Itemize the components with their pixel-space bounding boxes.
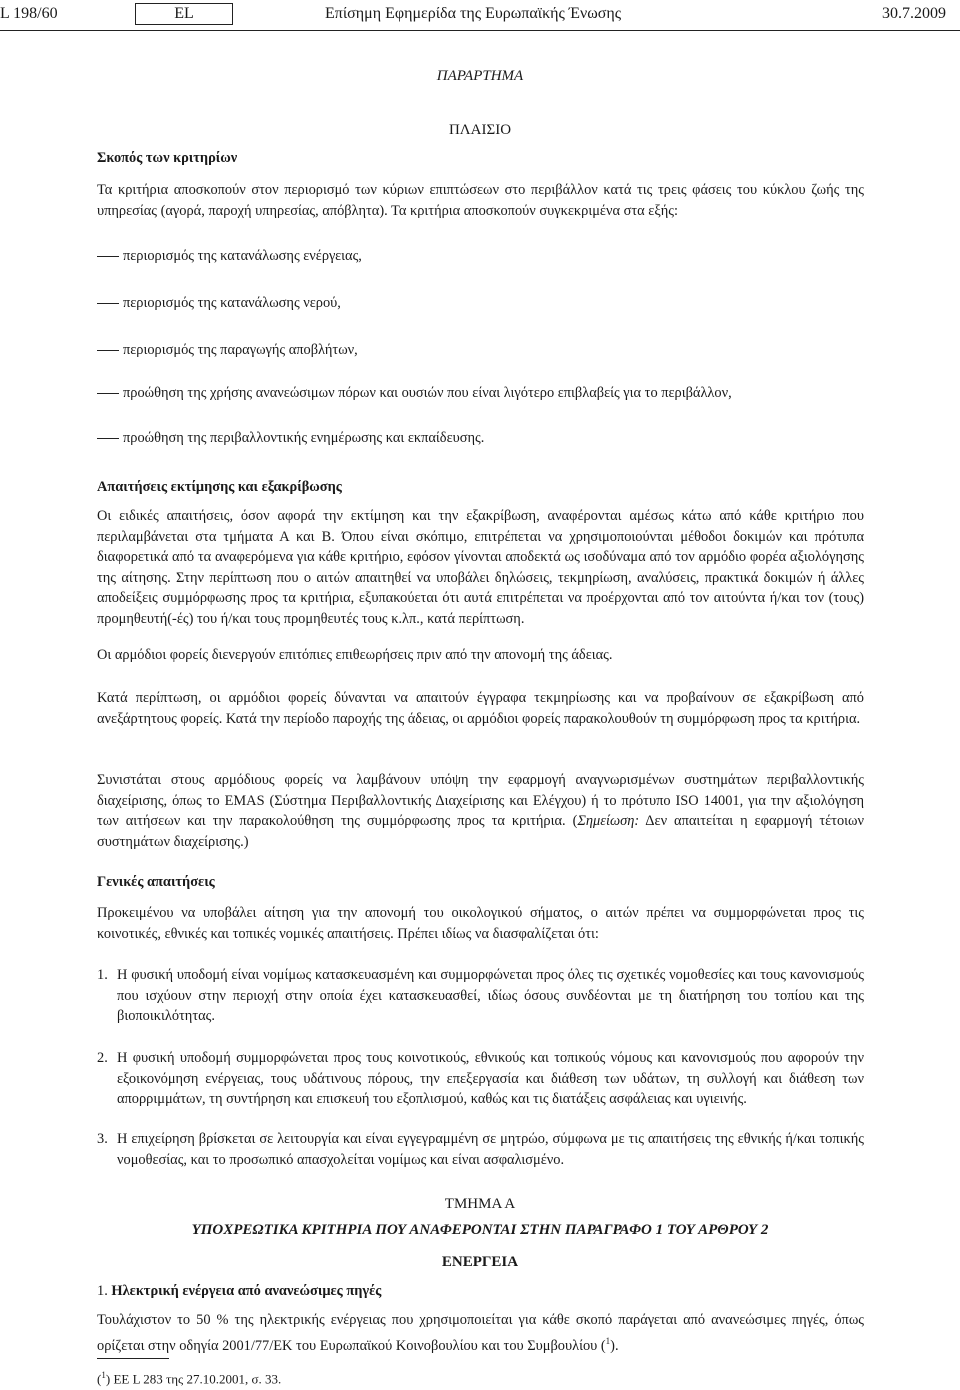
annex-title: ΠΑΡΑΡΤΗΜΑ	[436, 68, 524, 84]
paragraph-text: Τουλάχιστον το 50 % της ηλεκτρικής ενέργειας που χρησιμοποιείται για κάθε σκοπό παράγεται από ανανεώσιμες πηγές, όπως ορίζεται στην οδηγία 2001/77/ΕΚ του Ευρωπαϊκού Κοινοβουλίου και του Συμβουλίου (	[97, 1312, 864, 1354]
footnote-reference: 1	[605, 1335, 611, 1346]
assessment-paragraph-4	[97, 770, 864, 852]
criterion-heading	[97, 1283, 381, 1300]
note-label: Σημείωση:	[577, 813, 640, 829]
general-intro: Προκειμένου να υποβάλει αίτηση για την απονομή του οικολογικού σήματος, ο αιτών πρέπει να συμμορφώνεται προς τις κοινοτικές, εθνικές και τοπικές νομικές απαιτήσεις. Πρέπει ιδίως να διασφαλίζεται ότι:	[97, 905, 864, 942]
footnote-open: (	[97, 1371, 102, 1387]
numbered-item	[97, 965, 864, 1027]
section-label: ΤΜΗΜΑ Α	[444, 1196, 516, 1212]
language-badge: EL	[135, 3, 233, 25]
list-item-text: προώθηση της χρήσης ανανεώσιμων πόρων και ουσιών που είναι λιγότερο επιβλαβείς για το περιβάλλον,	[123, 385, 732, 401]
dash-mark	[97, 303, 119, 304]
journal-title: Επίσημη Εφημερίδα της Ευρωπαϊκής Ένωσης	[325, 5, 622, 22]
item-text: Η επιχείρηση βρίσκεται σε λειτουργία και είναι εγγεγραμμένη σε μητρώο, σύμφωνα με τις απαιτήσεις της εθνικής ή/και τοπικής νομοθεσίας, και το προσωπικό απασχολείται νομίμως και είναι ασφαλισμένο.	[117, 1131, 864, 1168]
section-subtitle: ΕΝΕΡΓΕΙΑ	[441, 1254, 519, 1270]
paragraph-text: ).	[610, 1337, 619, 1354]
list-item-text: προώθηση της περιβαλλοντικής ενημέρωσης και εκπαίδευσης.	[123, 430, 485, 446]
dash-mark	[97, 256, 119, 257]
purpose-text: Τα κριτήρια αποσκοπούν στον περιορισμό των κύριων επιπτώσεων στο περιβάλλον κατά τις τρεις φάσεις του κύκλου ζωής της υπηρεσίας (αγορά, παροχή υπηρεσίας, απόβλητα). Τα κριτήρια αποσκοπούν συγκεκριμένα στα εξής:	[97, 182, 864, 219]
list-item	[97, 246, 362, 266]
item-text: Η φυσική υποδομή συμμορφώνεται προς τους κοινοτικούς, εθνικούς και τοπικούς νόμους και κανονισμούς που αφορούν την εξοικονόμηση ενέργειας, τους υδάτινους πόρους, την επεξεργασία και διάθεση των υδάτων, τη συλλογή και διάθεση των απορριμμάτων, τη συντήρηση και επισκευή του εξοπλισμού, καθώς και τις διατάξεις ασφάλειας και υγιεινής.	[117, 1050, 864, 1107]
dash-mark	[97, 438, 119, 439]
footnote-rule	[97, 1358, 169, 1359]
footnote	[97, 1370, 281, 1387]
criterion-text	[97, 1310, 864, 1356]
frame-title: ΠΛΑΙΣΙΟ	[448, 122, 512, 138]
header-rule	[0, 30, 960, 31]
assessment-paragraph-3: Κατά περίπτωση, οι αρμόδιοι φορείς δύνανται να απαιτούν έγγραφα τεκμηρίωσης και να προβαίνουν σε εξακρίβωση από ανεξάρτητους φορείς. Κατά την περίοδο παροχής της άδειας, οι αρμόδιοι φορείς παρακολουθούν τη συμμόρφωση προς τα κριτήρια.	[97, 690, 864, 727]
footnote-mark: 1	[101, 1370, 106, 1380]
criterion-title: Ηλεκτρική ενέργεια από ανανεώσιμες πηγές	[111, 1283, 382, 1299]
purpose-heading: Σκοπός των κριτηρίων	[97, 150, 238, 166]
list-item	[97, 293, 341, 313]
paragraph-text: Συνιστάται στους αρμόδιους φορείς να λαμβάνουν υπόψη την εφαρμογή αναγνωρισμένων συστημάτων περιβαλλοντικής διαχείρισης, όπως το EMAS (Σύστημα Περιβαλλοντικής Διαχείρισης και Ελέγχου) ή το πρότυπο ISO 14001, για την αξιολόγηση των αιτήσεων και την παρακολούθηση της συμμόρφωσης προς τα κριτήρια. (	[97, 772, 864, 829]
numbered-item	[97, 1048, 864, 1110]
dash-mark	[97, 350, 119, 351]
item-text: Η φυσική υποδομή είναι νομίμως κατασκευασμένη και συμμορφώνεται προς όλες τις σχετικές νομοθεσίες και τους κανονισμούς που ισχύουν στην περιοχή στην οποία έχει κατασκευασθεί, ιδίως όσους συνδέονται με τη διατήρηση του τοπίου και της βιοποικιλότητας.	[117, 967, 864, 1024]
criterion-number: 1.	[97, 1283, 108, 1299]
publication-date: 30.7.2009	[882, 5, 946, 22]
numbered-item	[97, 1129, 864, 1170]
section-title: ΥΠΟΧΡΕΩΤΙΚΑ ΚΡΙΤΗΡΙΑ ΠΟΥ ΑΝΑΦΕΡΟΝΤΑΙ ΣΤΗΝ ΠΑΡΑΓΡΑΦΟ 1 ΤΟΥ ΑΡΘΡΟΥ 2	[191, 1222, 769, 1238]
general-heading: Γενικές απαιτήσεις	[97, 874, 215, 890]
dash-mark	[97, 393, 119, 394]
item-number: 2.	[97, 1050, 108, 1066]
assessment-paragraph-1: Οι ειδικές απαιτήσεις, όσον αφορά την εκτίμηση και την εξακρίβωση, αναφέρονται αμέσως κάτω από κάθε κριτήριο που περιλαμβάνεται στα τμήματα Α και Β. Όπου είναι σκόπιμο, επιτρέπεται να χρησιμοποιούνται μέθοδοι δοκιμών και πρότυπα διαφορετικά από τα αναφερόμενα για κάθε κριτήριο, εφόσον γίνονται αποδεκτά ως ισοδύναμα από τον αρμόδιο φορέα αξιολόγησης της αίτησης. Στην περίπτωση που ο αιτών απαιτηθεί να υποβάλει δηλώσεις, τεκμηρίωση, αναλύσεις, πρακτικά δοκιμών ή άλλες αποδείξεις συμμόρφωσης προς τα κριτήρια, εξυπακούεται ότι αυτά επιτρέπεται να προέρχονται από τον αιτούντα ή/και τον (τους) προμηθευτή(-ές) του ή/και τους προμηθευτές τους κ.λπ., κατά περίπτωση.	[97, 508, 864, 627]
list-item	[97, 428, 484, 448]
page-header	[0, 3, 960, 27]
assessment-paragraph-2: Οι αρμόδιοι φορείς διενεργούν επιτόπιες επιθεωρήσεις πριν από την απονομή της άδειας.	[97, 647, 613, 663]
item-number: 3.	[97, 1131, 108, 1147]
list-item-text: περιορισμός της κατανάλωσης ενέργειας,	[123, 248, 362, 264]
list-item	[97, 340, 358, 360]
list-item-text: περιορισμός της παραγωγής αποβλήτων,	[123, 342, 358, 358]
list-item-text: περιορισμός της κατανάλωσης νερού,	[123, 295, 341, 311]
footnote-close: )	[105, 1371, 111, 1387]
item-number: 1.	[97, 967, 108, 983]
paragraph-text: Δεν απαιτείται η εφαρμογή τέτοιων συστημάτων διαχείρισης.)	[97, 813, 864, 850]
footnote-text: ΕΕ L 283 της 27.10.2001, σ. 33.	[110, 1371, 282, 1387]
assessment-heading: Απαιτήσεις εκτίμησης και εξακρίβωσης	[97, 479, 342, 495]
list-item	[97, 383, 732, 403]
journal-series: L 198/60	[0, 5, 58, 22]
